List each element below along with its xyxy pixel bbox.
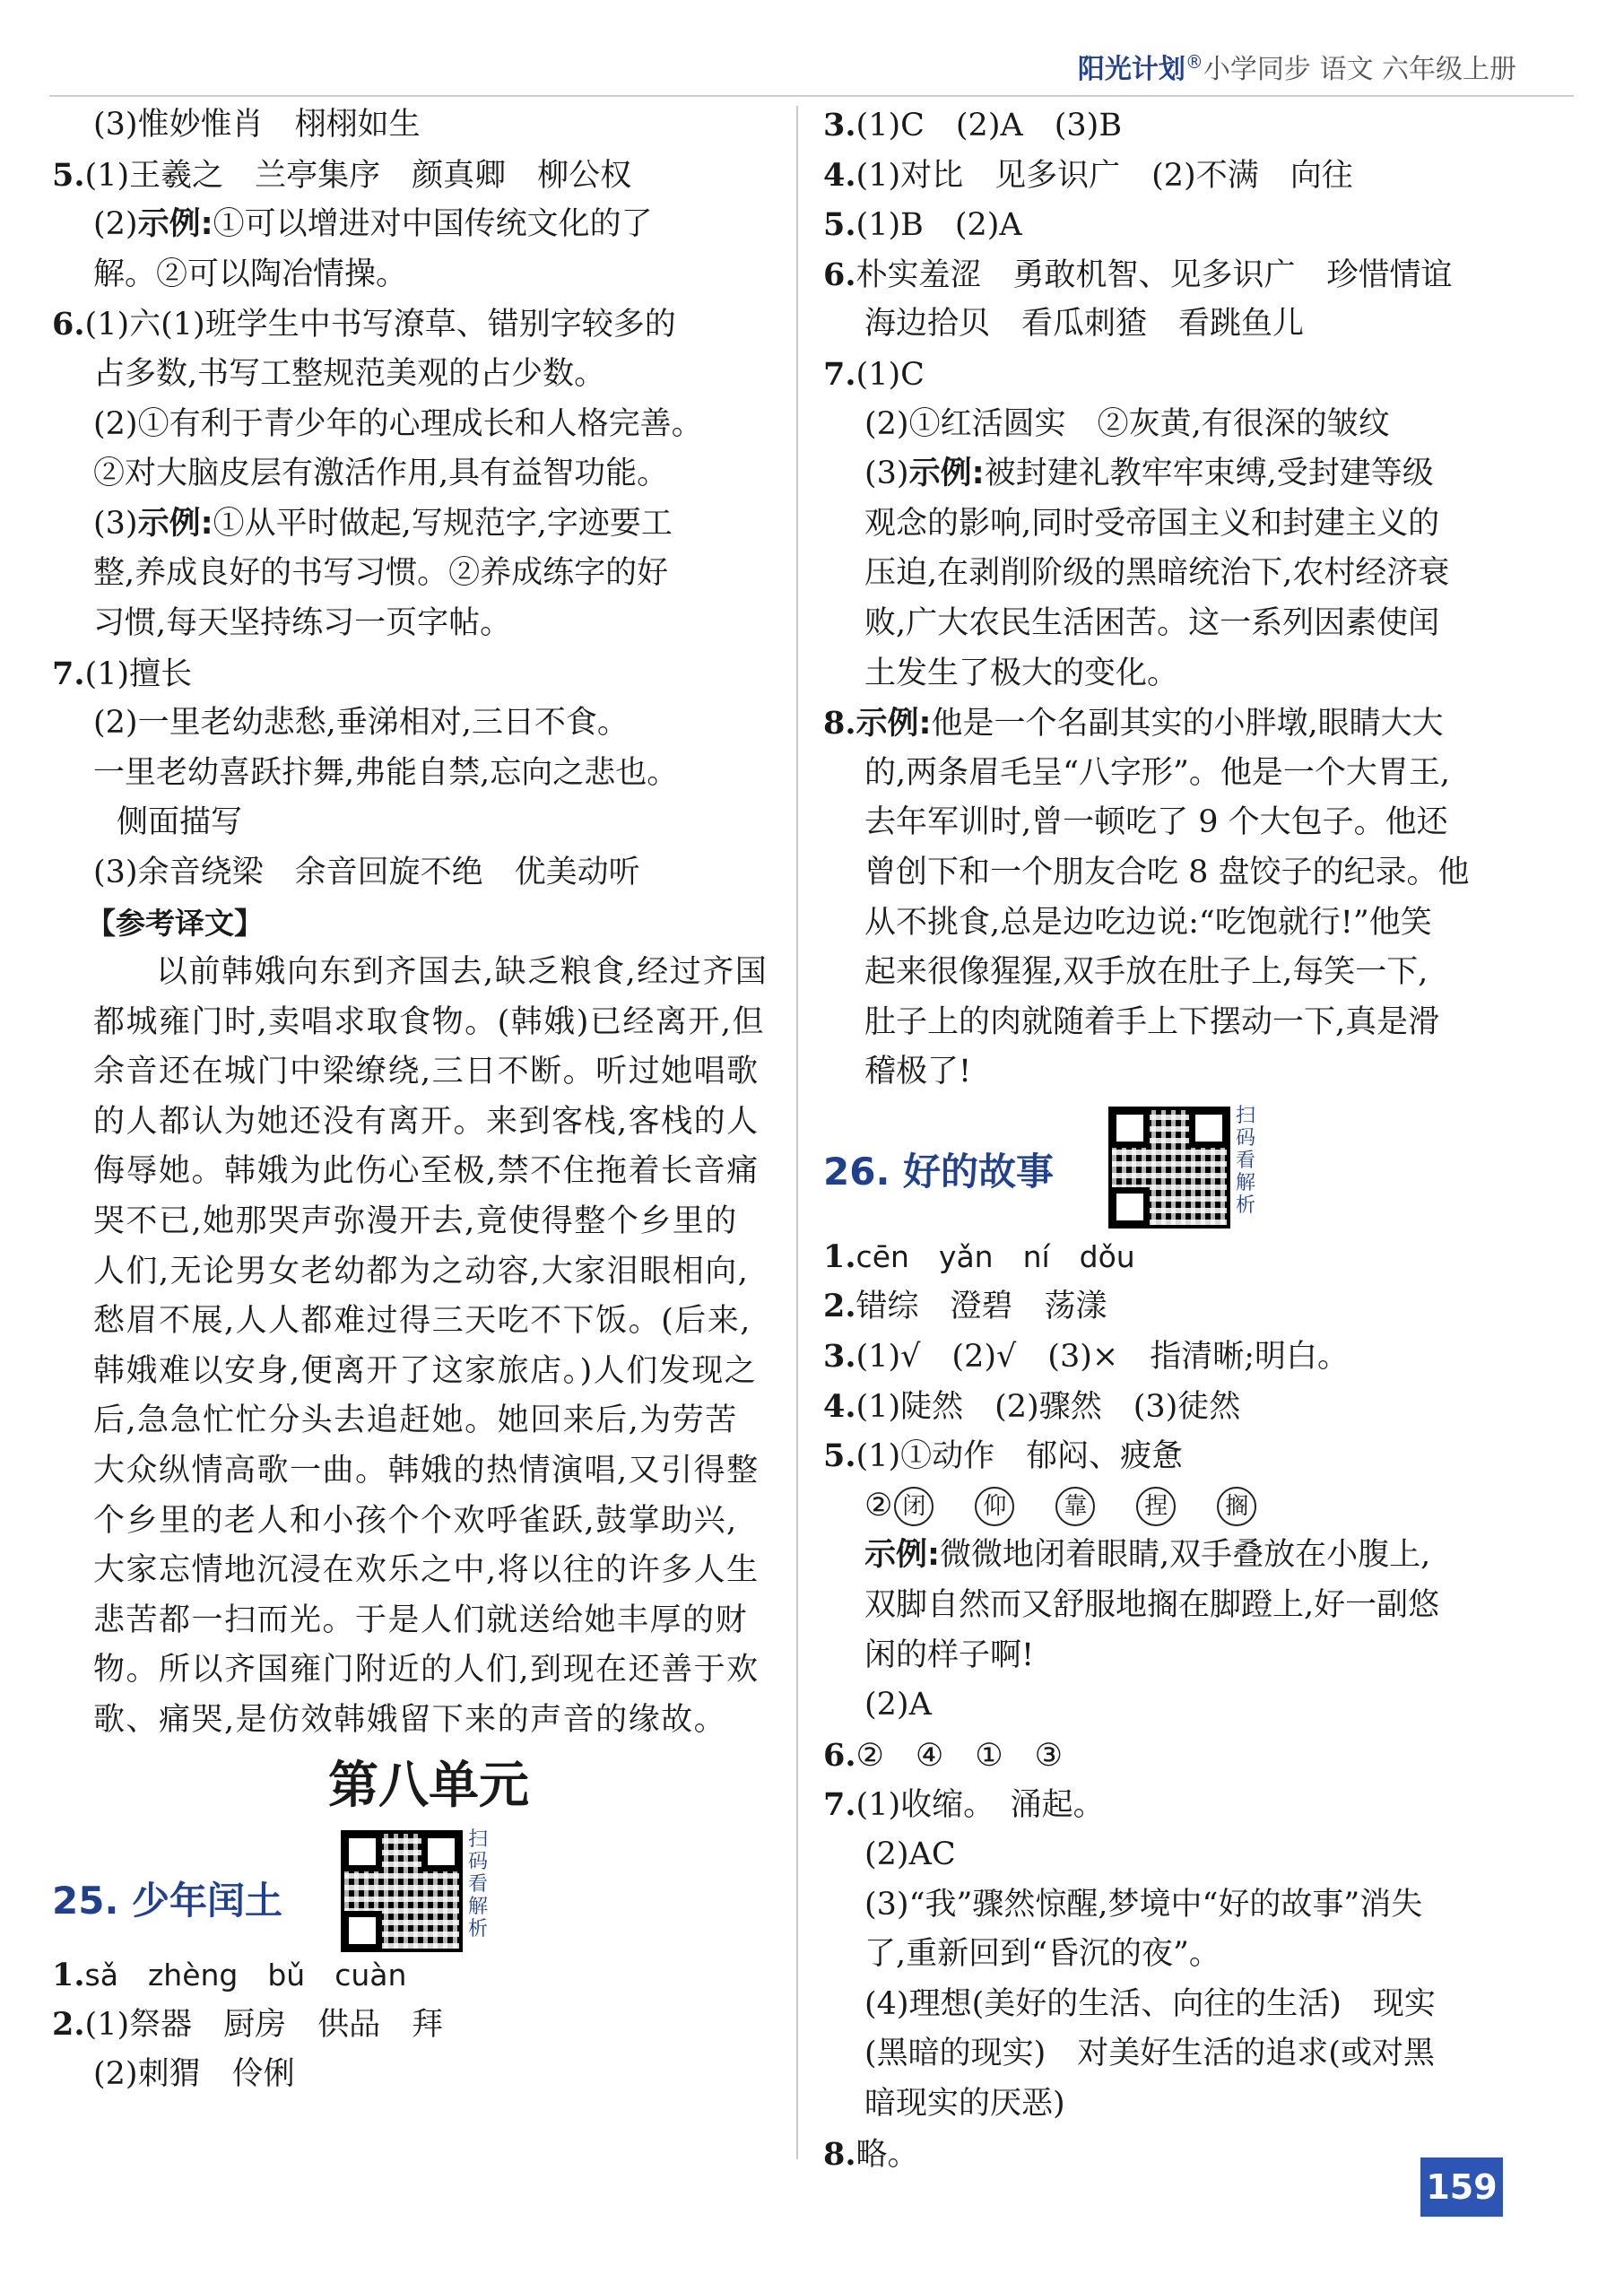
answer-text: (1)对比 见多识广 (2)不满 向往 xyxy=(855,157,1353,194)
example-label: 示例: xyxy=(864,1537,940,1574)
answer-line xyxy=(52,499,769,550)
question-number: 4. xyxy=(823,1387,856,1425)
answer-line: (2)A xyxy=(864,1687,932,1723)
answer-line: 败,广大农民生活困苦。这一系列因素使闰 xyxy=(864,604,1440,641)
question-number: 2. xyxy=(823,1288,856,1325)
question-number: 1. xyxy=(52,1956,85,1993)
question-number: 2. xyxy=(52,2006,85,2044)
lesson-title: 26. 好的故事 xyxy=(823,1149,1055,1194)
answer-line xyxy=(823,1780,1523,1830)
answer-line xyxy=(52,200,769,250)
answer-text: (3) xyxy=(93,505,138,542)
question-number: 1. xyxy=(823,1237,856,1275)
answer-line: 解。②可以陶冶情操。 xyxy=(93,256,408,292)
question-number: 4. xyxy=(823,156,856,194)
answer-text: (1)六(1)班学生中书写潦草、错别字较多的 xyxy=(84,307,676,343)
answer-line xyxy=(823,100,1523,151)
question-number: 5. xyxy=(52,156,85,194)
question-number: 3. xyxy=(823,1338,856,1376)
translation-paragraph: 以前韩娥向东到齐国去,缺乏粮食,经过齐国都城雍门时,卖唱求取食物。(韩娥)已经离开,但余音还在城门中梁缭绕,三日不断。听过她唱歌的人都认为她还没有离开。来到客栈,客栈的人侮辱她。韩娥为此伤心至极,禁不住拖着长音痛哭不已,她那哭声弥漫开去,竟使得整个乡里的人们,无论男女老幼都为之动容,大家泪眼相向,愁眉不展,人人都难过得三天吃不下饭。(后来,韩娥难以安身,便离开了这家旅店。)人们发现之后,急急忙忙分头去追赶她。她回来后,为劳苦大众纵情高歌一曲。韩娥的热情演唱,又引得整个乡里的老人和小孩个个欢呼雀跃,鼓掌助兴,大家忘情地沉浸在欢乐之中,将以往的许多人生悲苦都一扫而光。于是人们就送给她丰厚的财物。所以齐国雍门附近的人们,到现在还善于欢歌、痛哭,是仿效韩娥留下来的声音的缘故。 xyxy=(93,954,769,1738)
question-number: 5. xyxy=(823,1437,856,1475)
answer-text: ② xyxy=(864,1487,893,1524)
answer-line: (3)“我”骤然惊醒,梦境中“好的故事”消失 xyxy=(864,1886,1423,1923)
answer-text: 被封建礼教牢牢束缚,受封建等级 xyxy=(984,456,1434,492)
left-column xyxy=(52,100,769,2099)
answer-line: (4)理想(美好的生活、向往的生活) 现实 xyxy=(864,1985,1436,2022)
answer-line xyxy=(823,200,1523,250)
circled-character: 捏 xyxy=(1136,1487,1176,1526)
answer-line: 去年军训时,曾一顿吃了 9 个大包子。他还 xyxy=(864,804,1448,841)
answer-line: (3)惟妙惟肖 栩栩如生 xyxy=(93,107,421,143)
answer-text: (1)①动作 郁闷、疲惫 xyxy=(855,1438,1184,1475)
answer-text: (1)擅长 xyxy=(84,655,193,692)
answer-text: 朴实羞涩 勇敢机智、见多识广 珍惜情谊 xyxy=(855,256,1453,293)
question-number: 8. xyxy=(823,2135,856,2173)
circled-character: 闭 xyxy=(894,1487,934,1526)
answer-line xyxy=(52,300,769,350)
page-header xyxy=(1078,47,1516,86)
lesson-25-heading xyxy=(52,1825,769,1950)
answer-text: 他是一个名副其实的小胖墩,眼睛大大 xyxy=(931,706,1444,742)
answer-line: 侧面描写 xyxy=(117,804,243,841)
answer-line xyxy=(52,2000,769,2050)
answer-text: (1)√ (2)√ (3)× 指清晰;明白。 xyxy=(855,1339,1350,1376)
question-number: 7. xyxy=(823,355,856,393)
answer-line xyxy=(823,151,1523,201)
answer-line: 的,两条眉毛呈“八字形”。他是一个大胃王, xyxy=(864,754,1451,791)
example-label: 示例: xyxy=(137,505,213,542)
answer-line: 稽极了! xyxy=(864,1054,972,1090)
header-rule xyxy=(49,95,1574,97)
answer-text: (1)C xyxy=(855,356,925,393)
answer-text: (3) xyxy=(864,456,909,492)
answer-line xyxy=(52,649,769,699)
answer-line xyxy=(823,699,1523,749)
answer-line xyxy=(823,2130,1523,2180)
answer-line xyxy=(823,1382,1523,1432)
answer-line: (黑暗的现实) 对美好生活的追求(或对黑 xyxy=(864,2036,1435,2072)
answer-line: 从不挑食,总是边吃边说:“吃饱就行!”他笑 xyxy=(864,904,1432,941)
answer-line: 整,养成良好的书写习惯。②养成练字的好 xyxy=(93,555,669,592)
answer-text: (1)收缩。 涌起。 xyxy=(855,1787,1105,1824)
example-label: 示例: xyxy=(137,206,213,243)
answer-line: 土发生了极大的变化。 xyxy=(864,655,1179,691)
right-column xyxy=(823,100,1523,2179)
answer-line: 占多数,书写工整规范美观的占少数。 xyxy=(93,355,606,392)
question-number: 3. xyxy=(823,107,856,143)
answer-line: 闲的样子啊! xyxy=(864,1637,1035,1673)
answer-line: 暗现实的厌恶) xyxy=(864,2085,1065,2122)
example-label: 示例: xyxy=(855,706,932,742)
answer-text: (1)C (2)A (3)B xyxy=(855,108,1123,143)
answer-text: 错综 澄碧 荡漾 xyxy=(855,1289,1107,1325)
answer-line: 一里老幼喜跃抃舞,弗能自禁,忘向之悲也。 xyxy=(93,754,679,791)
question-number: 5. xyxy=(823,206,856,244)
answer-text: (1)祭器 厨房 供品 拜 xyxy=(84,2007,444,2044)
answer-text: (1)B (2)A xyxy=(855,207,1022,244)
circled-character: 仰 xyxy=(975,1487,1014,1526)
question-number: 7. xyxy=(52,655,85,692)
answer-line: 曾创下和一个朋友合吃 8 盘饺子的纪录。他 xyxy=(864,854,1470,890)
answer-line: 观念的影响,同时受帝国主义和封建主义的 xyxy=(864,505,1440,542)
answer-line xyxy=(823,1531,1523,1581)
question-number: 6. xyxy=(52,306,85,343)
answer-line xyxy=(823,350,1523,400)
answer-line: 肚子上的肉就随着手上下摆动一下,真是滑 xyxy=(864,1003,1440,1040)
column-divider xyxy=(796,106,798,2159)
answer-line: (2)刺猬 伶俐 xyxy=(93,2055,295,2092)
answer-line: 了,重新回到“昏沉的夜”。 xyxy=(864,1936,1220,1973)
reference-translation xyxy=(52,948,769,1746)
unit-title: 第八单元 xyxy=(328,1755,529,1815)
answer-line: 起来很像猩猩,双手放在肚子上,每笑一下, xyxy=(864,954,1429,991)
question-number: 6. xyxy=(823,1736,856,1774)
circled-characters-row xyxy=(823,1481,1523,1532)
answer-line: 习惯,每天坚持练习一页字帖。 xyxy=(93,604,512,641)
answer-line xyxy=(823,1431,1523,1481)
qr-code-icon[interactable] xyxy=(341,1830,463,1952)
answer-text: ② ④ ① ③ xyxy=(855,1737,1064,1774)
answer-text: 微微地闭着眼睛,双手叠放在小腹上, xyxy=(940,1537,1431,1574)
pinyin-answer: sǎ zhèng bǔ cuàn xyxy=(84,1957,407,1992)
answer-text: (2) xyxy=(93,206,138,243)
answer-line xyxy=(823,1731,1523,1781)
circled-character: 搁 xyxy=(1217,1487,1256,1526)
answer-line xyxy=(52,151,769,201)
question-number: 8. xyxy=(823,705,856,742)
reference-translation-label: 【参考译文】 xyxy=(86,905,264,941)
answer-text: 略。 xyxy=(855,2136,919,2173)
answer-line: (3)余音绕梁 余音回旋不绝 优美动听 xyxy=(93,854,640,890)
answer-line xyxy=(823,449,1523,499)
lesson-26-heading xyxy=(823,1098,1523,1232)
answer-text: (1)王羲之 兰亭集序 颜真卿 柳公权 xyxy=(84,157,632,194)
answer-line: ②对大脑皮层有激活作用,具有益智功能。 xyxy=(93,456,669,492)
answer-line xyxy=(823,1232,1523,1282)
qr-code-icon[interactable] xyxy=(1108,1107,1230,1228)
example-label: 示例: xyxy=(908,456,985,492)
qr-caption: 扫码看解析 xyxy=(1235,1104,1255,1217)
qr-caption: 扫码看解析 xyxy=(467,1828,488,1940)
answer-line: (2)AC xyxy=(864,1836,956,1872)
circled-character: 靠 xyxy=(1055,1487,1095,1526)
answer-text: ①可以增进对中国传统文化的了 xyxy=(213,206,653,243)
answer-line: 压迫,在剥削阶级的黑暗统治下,农村经济衰 xyxy=(864,555,1450,592)
page-number: 159 xyxy=(1420,2157,1503,2217)
answer-line xyxy=(52,899,769,949)
pinyin-answer: cēn yǎn ní dǒu xyxy=(855,1238,1135,1274)
question-number: 7. xyxy=(823,1786,856,1824)
question-number: 6. xyxy=(823,256,856,293)
answer-line xyxy=(823,250,1523,300)
answer-text: (1)陡然 (2)骤然 (3)徒然 xyxy=(855,1388,1241,1425)
answer-line: 海边拾贝 看瓜刺猹 看跳鱼儿 xyxy=(864,306,1305,343)
book-subtitle: 小学同步 语文 六年级上册 xyxy=(1203,54,1516,85)
brand-name: 阳光计划 xyxy=(1077,54,1185,85)
answer-line: 双脚自然而又舒服地搁在脚蹬上,好一副悠 xyxy=(864,1587,1440,1624)
answer-line xyxy=(823,1281,1523,1332)
answer-line xyxy=(823,1332,1523,1382)
answer-line xyxy=(52,1950,769,2001)
answer-line: (2)①有利于青少年的心理成长和人格完善。 xyxy=(93,405,703,442)
answer-text: ①从平时做起,写规范字,字迹要工 xyxy=(213,505,673,542)
lesson-title: 25. 少年闰土 xyxy=(52,1878,283,1923)
answer-line: (2)一里老幼悲愁,垂涕相对,三日不食。 xyxy=(93,705,629,742)
answer-line: (2)①红活圆实 ②灰黄,有很深的皱纹 xyxy=(864,405,1390,442)
registered-mark: ® xyxy=(1185,51,1203,73)
